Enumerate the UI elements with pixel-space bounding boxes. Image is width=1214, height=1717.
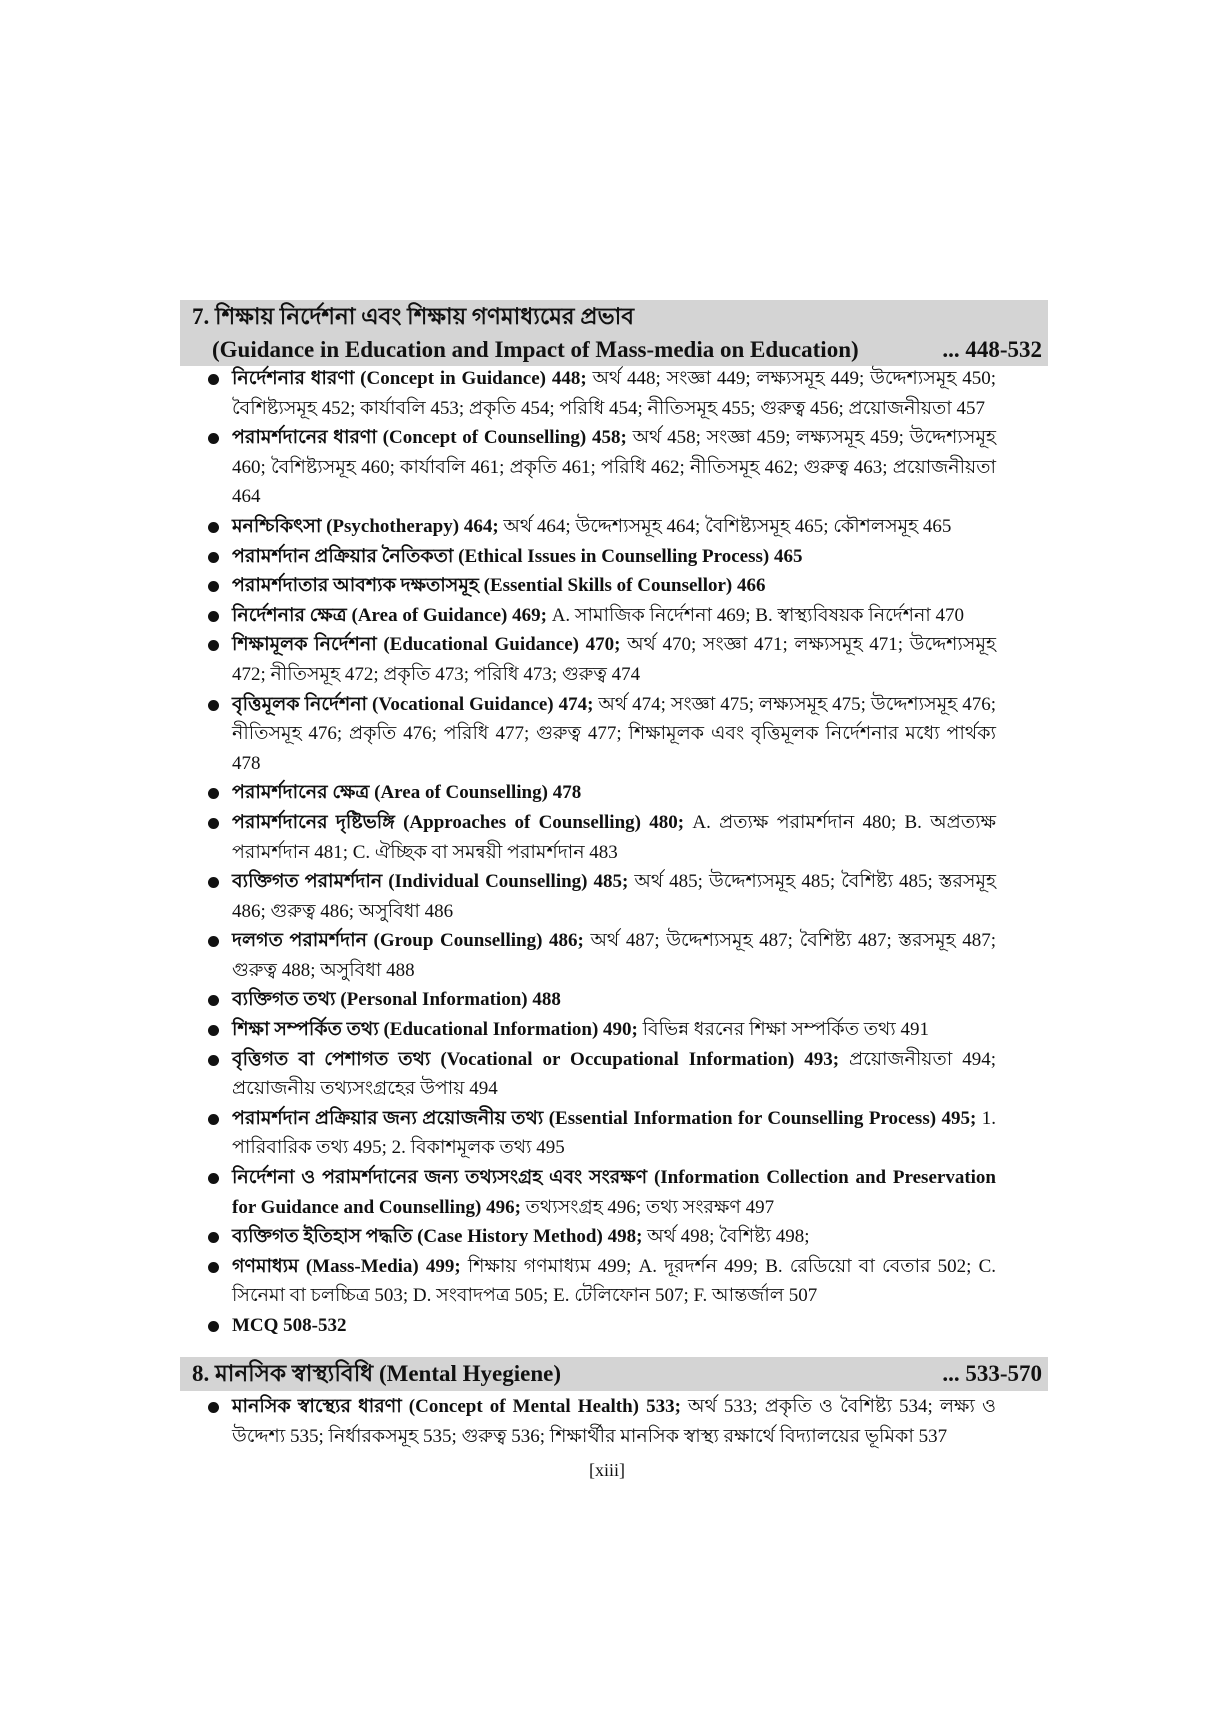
- chapter-7-header: [180, 300, 1048, 366]
- toc-entry: [208, 630, 996, 689]
- toc-entry-details: প্রয়োজনীয়তা 494; প্রয়োজনীয় তথ্যসংগ্রহের উপায় 494: [232, 1048, 997, 1100]
- toc-entry-title: ব্যক্তিগত পরামর্শদান (Individual Counselling) 485;: [232, 871, 629, 893]
- chapter-7-english-title: (Guidance in Education and Impact of Mass-media on Education): [212, 337, 859, 362]
- toc-entry-title: শিক্ষামূলক নির্দেশনা (Educational Guidance) 470;: [232, 634, 621, 656]
- toc-entry-details: শিক্ষায় গণমাধ্যম 499; A. দূরদর্শন 499; B. রেডিয়ো বা বেতার 502; C. সিনেমা বা চলচ্চিত্র 503; D. সংবাদপত্র 505; E. টেলিফোন 507; F. আন্তর্জাল 507: [232, 1255, 997, 1307]
- toc-entry: [208, 926, 996, 985]
- bullet-icon: [208, 640, 219, 651]
- toc-entry-title: নির্দেশনার ক্ষেত্র (Area of Guidance) 469;: [232, 604, 547, 626]
- toc-entry-title: মানসিক স্বাস্থ্যের ধারণা (Concept of Mental Health) 533;: [232, 1396, 681, 1417]
- toc-entry-details: অর্থ 485; উদ্দেশ্যসমূহ 485; বৈশিষ্ট্য 485; স্তরসমূহ 486; গুরুত্ব 486; অসুবিধা 486: [232, 871, 996, 922]
- chapter-8-title-line: [192, 1357, 1048, 1390]
- bullet-icon: [208, 1262, 219, 1273]
- toc-entry-details: অর্থ 470; সংজ্ঞা 471; লক্ষ্যসমূহ 471; উদ্দেশ্যসমূহ 472; নীতিসমূহ 472; প্রকৃতি 473; পরিধি 473; গুরুত্ব 474: [232, 634, 996, 685]
- bullet-icon: [208, 995, 219, 1006]
- bullet-icon: [208, 1055, 219, 1066]
- bullet-icon: [208, 1402, 219, 1413]
- bullet-icon: [208, 522, 219, 533]
- bullet-icon: [208, 1025, 219, 1036]
- bullet-icon: [208, 1232, 219, 1243]
- toc-entry-title: পরামর্শদানের ক্ষেত্র (Area of Counselling) 478: [232, 782, 582, 804]
- bullet-icon: [208, 374, 219, 385]
- chapter-7-number: 7.: [192, 304, 210, 329]
- toc-entry: [208, 542, 996, 572]
- toc-entry-details: তথ্যসংগ্রহ 496; তথ্য সংরক্ষণ 497: [520, 1196, 775, 1218]
- toc-entry-title: MCQ 508-532: [232, 1315, 347, 1336]
- toc-entry-title: গণমাধ্যম (Mass-Media) 499;: [232, 1255, 461, 1277]
- toc-entry: [208, 808, 996, 867]
- toc-entry-title: পরামর্শদানের দৃষ্টিভঙ্গি (Approaches of Counselling) 480;: [232, 811, 685, 833]
- toc-entry: [208, 985, 996, 1015]
- bullet-icon: [208, 700, 219, 711]
- toc-entry-details: বিভিন্ন ধরনের শিক্ষা সম্পর্কিত তথ্য 491: [637, 1019, 930, 1041]
- toc-entry-details: অর্থ 464; উদ্দেশ্যসমূহ 464; বৈশিষ্ট্যসমূহ 465; কৌশলসমূহ 465: [498, 515, 952, 537]
- toc-entry-title: পরামর্শদান প্রক্রিয়ার নৈতিকতা (Ethical Issues in Counselling Process) 465: [232, 545, 803, 567]
- toc-entry-details: অর্থ 474; সংজ্ঞা 475; লক্ষ্যসমূহ 475; উদ্দেশ্যসমূহ 476; নীতিসমূহ 476; প্রকৃতি 476; পরিধি 477; গুরুত্ব 477; শিক্ষামূলক এবং বৃত্তিমূলক নির্দেশনার মধ্যে পার্থক্য 478: [232, 693, 996, 774]
- toc-entry: [208, 1045, 996, 1104]
- bullet-icon: [208, 936, 219, 947]
- toc-entry: [208, 778, 996, 808]
- toc-entry-title: নির্দেশনার ধারণা (Concept in Guidance) 448;: [232, 368, 587, 389]
- toc-entry-details: A. প্রত্যক্ষ পরামর্শদান 480; B. অপ্রত্যক্ষ পরামর্শদান 481; C. ঐচ্ছিক বা সমন্বয়ী পরামর্শদান 483: [232, 811, 996, 863]
- chapter-7-title-line: [192, 300, 1048, 333]
- toc-entry-details: অর্থ 533; প্রকৃতি ও বৈশিষ্ট্য 534; লক্ষ্য ও উদ্দেশ্য 535; নির্ধারকসমূহ 535; গুরুত্ব 536; শিক্ষার্থীর মানসিক স্বাস্থ্য রক্ষার্থে বিদ্যালয়ের ভূমিকা 537: [232, 1396, 996, 1447]
- chapter-7-entries: [208, 364, 996, 1341]
- page-number: [xiii]: [589, 1460, 625, 1480]
- toc-entry: [208, 1392, 996, 1451]
- toc-entry: [208, 1311, 996, 1341]
- chapter-7-bengali-title: শিক্ষায় নির্দেশনা এবং শিক্ষায় গণমাধ্যমের প্রভাব: [215, 304, 635, 329]
- toc-entry: [208, 1163, 996, 1222]
- toc-entry-title: দলগত পরামর্শদান (Group Counselling) 486;: [232, 930, 584, 952]
- toc-entry: [208, 1104, 996, 1163]
- toc-entry-title: বৃত্তিগত বা পেশাগত তথ্য (Vocational or Occupational Information) 493;: [232, 1048, 840, 1070]
- bullet-icon: [208, 818, 219, 829]
- toc-entry-title: ব্যক্তিগত ইতিহাস পদ্ধতি (Case History Method) 498;: [232, 1226, 643, 1248]
- toc-entry: [208, 1015, 996, 1045]
- bullet-icon: [208, 788, 219, 799]
- toc-entry-title: ব্যক্তিগত তথ্য (Personal Information) 488: [232, 989, 561, 1011]
- toc-entry-details: অর্থ 498; বৈশিষ্ট্য 498;: [642, 1226, 810, 1248]
- bullet-icon: [208, 552, 219, 563]
- toc-entry-title: বৃত্তিমূলক নির্দেশনা (Vocational Guidance) 474;: [232, 693, 594, 715]
- chapter-7-page-range: ... 448-532: [942, 337, 1042, 362]
- toc-entry-title: নির্দেশনা ও পরামর্শদানের জন্য তথ্যসংগ্রহ এবং সংরক্ষণ (Information Collection and Preservation for Guidance and Counselling) 496;: [232, 1167, 996, 1218]
- bullet-icon: [208, 877, 219, 888]
- toc-entry: [208, 690, 996, 779]
- bullet-icon: [208, 433, 219, 444]
- bullet-icon: [208, 1173, 219, 1184]
- bullet-icon: [208, 1321, 219, 1332]
- toc-entry-details: অর্থ 448; সংজ্ঞা 449; লক্ষ্যসমূহ 449; উদ্দেশ্যসমূহ 450; বৈশিষ্ট্যসমূহ 452; কার্যাবলি 453; প্রকৃতি 454; পরিধি 454; নীতিসমূহ 455; গুরুত্ব 456; প্রয়োজনীয়তা 457: [232, 368, 996, 419]
- toc-entry-title: শিক্ষা সম্পর্কিত তথ্য (Educational Information) 490;: [232, 1019, 638, 1041]
- toc-entry-details: অর্থ 487; উদ্দেশ্যসমূহ 487; বৈশিষ্ট্য 487; স্তরসমূহ 487; গুরুত্ব 488; অসুবিধা 488: [232, 930, 996, 981]
- bullet-icon: [208, 581, 219, 592]
- toc-entry: [208, 423, 996, 512]
- bullet-icon: [208, 611, 219, 622]
- chapter-7-subtitle-line: [192, 333, 1048, 366]
- bullet-icon: [208, 1114, 219, 1125]
- toc-entry-title: পরামর্শদানের ধারণা (Concept of Counselling) 458;: [232, 427, 627, 449]
- toc-entry-title: পরামর্শদাতার আবশ্যক দক্ষতাসমূহ (Essential Skills of Counsellor) 466: [232, 575, 766, 597]
- chapter-8-entries: [208, 1392, 996, 1451]
- toc-entry-details: 1. পারিবারিক তথ্য 495; 2. বিকাশমূলক তথ্য 495: [232, 1107, 996, 1159]
- toc-entry: [208, 601, 996, 631]
- chapter-8-number: 8.: [192, 1361, 210, 1386]
- toc-entry: [208, 1222, 996, 1252]
- toc-entry: [208, 512, 996, 542]
- chapter-8-english-title: (Mental Hyegiene): [378, 1361, 561, 1386]
- chapter-8-header: [180, 1357, 1048, 1391]
- toc-entry-details: A. সামাজিক নির্দেশনা 469; B. স্বাস্থ্যবিষয়ক নির্দেশনা 470: [546, 604, 965, 626]
- chapter-8-page-range: ... 533-570: [942, 1361, 1042, 1386]
- toc-entry: [208, 571, 996, 601]
- toc-entry: [208, 364, 996, 423]
- toc-entry-details: অর্থ 458; সংজ্ঞা 459; লক্ষ্যসমূহ 459; উদ্দেশ্যসমূহ 460; বৈশিষ্ট্যসমূহ 460; কার্যাবলি 461; প্রকৃতি 461; পরিধি 462; নীতিসমূহ 462; গুরুত্ব 463; প্রয়োজনীয়তা 464: [232, 427, 996, 508]
- toc-entry: [208, 867, 996, 926]
- toc-entry: [208, 1252, 996, 1311]
- toc-entry-title: মনশ্চিকিৎসা (Psychotherapy) 464;: [232, 515, 499, 537]
- toc-entry-title: পরামর্শদান প্রক্রিয়ার জন্য প্রয়োজনীয় তথ্য (Essential Information for Counselling Process) 495;: [232, 1107, 977, 1129]
- chapter-8-bengali-title: মানসিক স্বাস্থ্যবিধি: [215, 1361, 374, 1386]
